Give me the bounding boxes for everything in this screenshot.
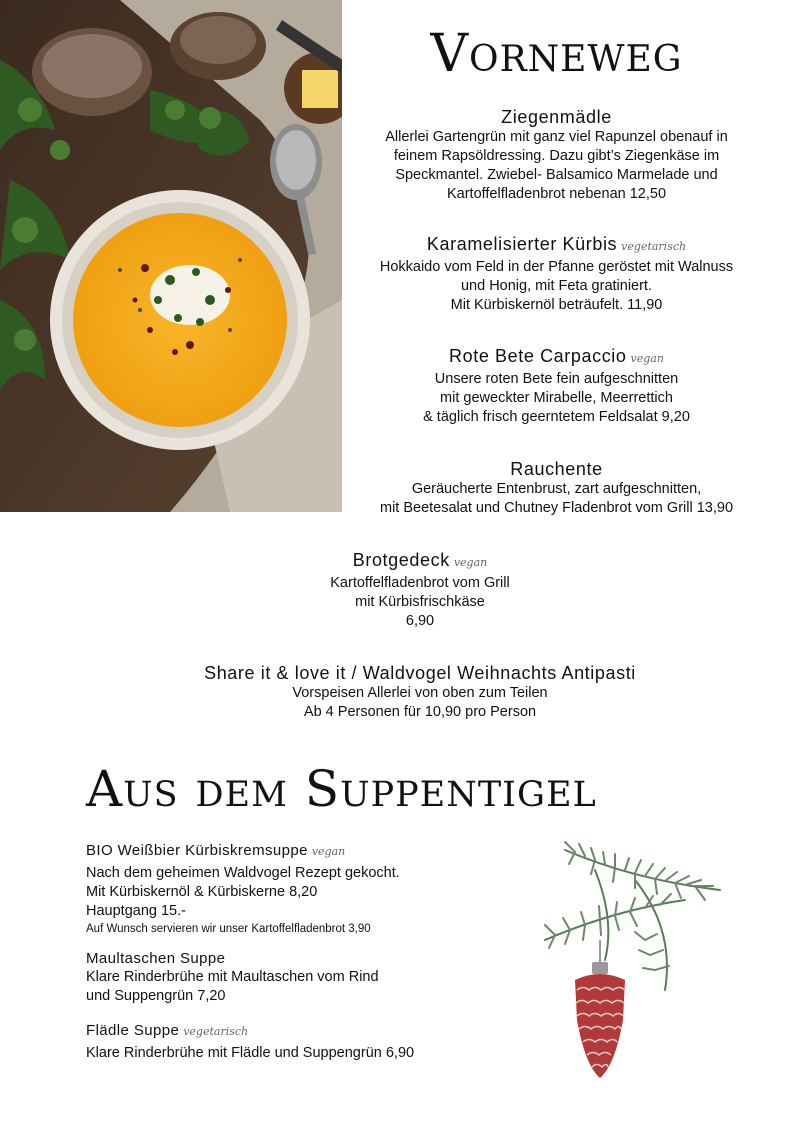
- dish-desc-line: Unsere roten Bete fein aufgeschnitten: [434, 371, 679, 387]
- dish-desc-line: und Honig, mit Feta gratiniert.: [460, 278, 652, 294]
- soup-desc-line: und Suppengrün 7,20: [86, 988, 226, 1004]
- dish-desc-line: 6,90: [405, 613, 435, 629]
- soup-name: Maultaschen Suppe: [86, 950, 226, 967]
- dish-desc-line: Mit Kürbiskernöl beträufelt. 11,90: [450, 297, 663, 313]
- soup-desc-line: Klare Rinderbrühe mit Flädle und Suppengrün 6,90: [86, 1045, 415, 1061]
- dish-desc-line: Geräucherte Entenbrust, zart aufgeschnitten,: [411, 481, 702, 497]
- dish-kuerbis: [350, 233, 763, 315]
- dish-name: Share it & love it / Waldvogel Weihnachts Antipasti: [204, 663, 636, 683]
- pumpkin-soup-photo: [0, 0, 342, 512]
- section-title-suppen: Aus dem Suppentigel: [86, 760, 597, 818]
- dish-rauchente: [340, 458, 773, 518]
- dish-name: Rauchente: [510, 459, 603, 479]
- dish-ziegenmaedle: [350, 106, 763, 204]
- dish-desc-line: mit Beetesalat und Chutney Fladenbrot vom Grill 13,90: [379, 500, 734, 516]
- soup-flaedle: [86, 1021, 506, 1063]
- dish-desc-line: & täglich frisch geerntetem Feldsalat 9,20: [423, 409, 690, 425]
- christmas-ornament-illustration: [535, 840, 730, 1090]
- diet-tag: vegan: [311, 845, 346, 858]
- dish-desc-line: Hokkaido vom Feld in der Pfanne geröstet mit Walnuss: [379, 259, 734, 275]
- dish-name: Karamelisierter Kürbis: [426, 234, 618, 254]
- dish-desc-line: Kartoffelfladenbrot vom Grill: [330, 575, 510, 591]
- dish-name: Ziegenmädle: [501, 107, 612, 127]
- soup-maultaschen: [86, 949, 506, 1006]
- soup-desc-line: Nach dem geheimen Waldvogel Rezept gekocht.: [86, 865, 400, 881]
- soup-name: Flädle Suppe: [86, 1022, 180, 1039]
- soup-desc-line: Mit Kürbiskernöl & Kürbiskerne 8,20: [86, 884, 318, 900]
- dish-share-antipasti: [160, 662, 680, 722]
- dish-desc-line: Kartoffelfladenbrot nebenan 12,50: [446, 186, 667, 202]
- dish-name: Rote Bete Carpaccio: [449, 346, 627, 366]
- diet-tag: vegetarisch: [183, 1025, 249, 1038]
- soup-kuerbis: [86, 841, 506, 937]
- soup-desc-line: Hauptgang 15.-: [86, 903, 186, 919]
- soup-desc-line: Klare Rinderbrühe mit Maultaschen vom Rind: [86, 969, 379, 985]
- dish-brotgedeck: [300, 549, 540, 631]
- dish-desc-line: mit Kürbisfrischkäse: [355, 594, 485, 610]
- dish-rote-bete: [350, 345, 763, 427]
- soup-name: BIO Weißbier Kürbiskremsuppe: [86, 842, 308, 859]
- dish-desc-line: Speckmantel. Zwiebel- Balsamico Marmelade und: [395, 167, 718, 183]
- diet-tag: vegan: [630, 352, 664, 365]
- dish-desc-line: feinem Rapsöldressing. Dazu gibt’s Ziegenkäse im: [393, 148, 720, 164]
- dish-desc-line: Ab 4 Personen für 10,90 pro Person: [303, 704, 537, 720]
- vorneweg-section: [350, 0, 763, 530]
- dish-name: Brotgedeck: [352, 550, 450, 570]
- soup-note: Auf Wunsch servieren wir unser Kartoffelfladenbrot 3,90: [86, 923, 371, 935]
- dish-desc-line: mit geweckter Mirabelle, Meerrettich: [440, 390, 673, 406]
- section-title-vorneweg: Vorneweg: [430, 24, 683, 84]
- dish-desc-line: Allerlei Gartengrün mit ganz viel Rapunzel obenauf in: [385, 129, 728, 145]
- dish-desc-line: Vorspeisen Allerlei von oben zum Teilen: [292, 685, 548, 701]
- diet-tag: vegan: [453, 556, 488, 569]
- diet-tag: vegetarisch: [621, 240, 687, 253]
